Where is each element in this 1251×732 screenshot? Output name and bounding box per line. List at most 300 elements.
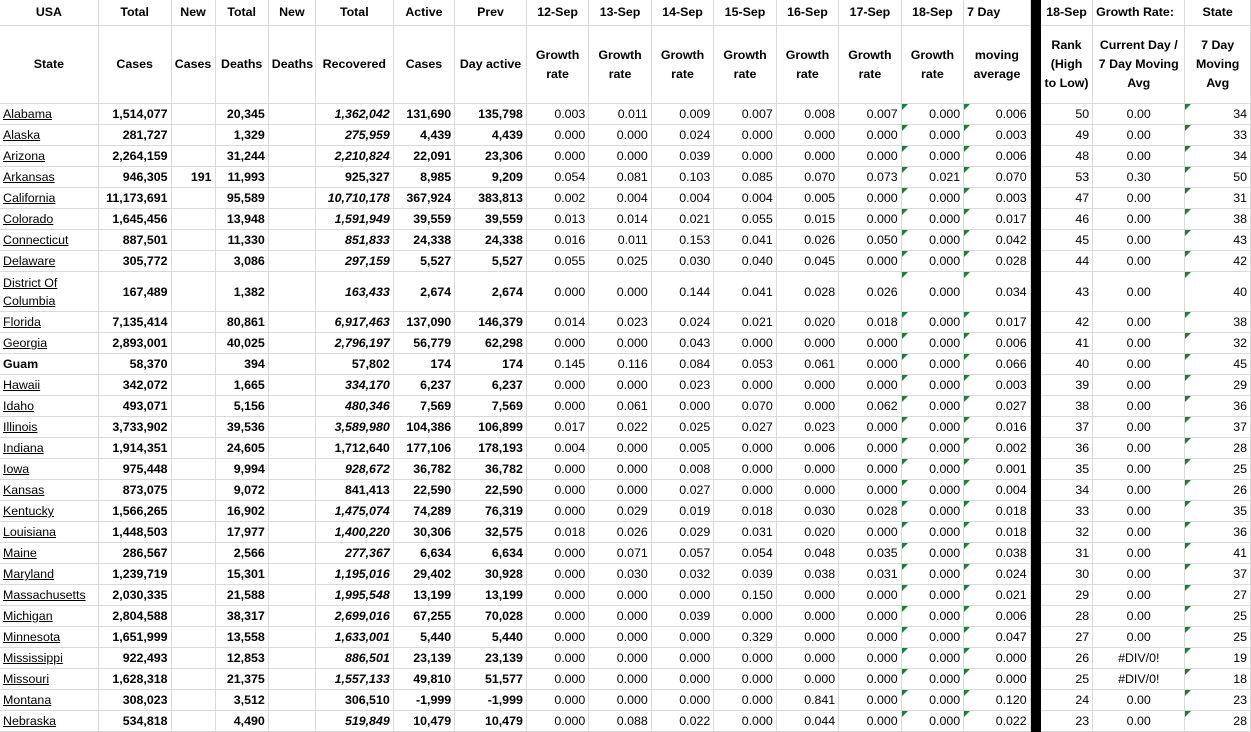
- recovered-cell[interactable]: 1,400,220: [315, 522, 393, 543]
- growth-rate-cell[interactable]: 0.018: [839, 312, 901, 333]
- growth-rate-cell[interactable]: 0.018: [526, 522, 588, 543]
- new-deaths-cell[interactable]: [268, 543, 315, 564]
- prev-day-active-cell[interactable]: 36,782: [455, 459, 527, 480]
- state-cell[interactable]: [0, 501, 98, 522]
- growth-rate-cell[interactable]: 0.057: [651, 543, 713, 564]
- moving-average-cell[interactable]: 0.027: [964, 396, 1031, 417]
- growth-rate-cell[interactable]: 0.000: [776, 125, 838, 146]
- header-cell[interactable]: Recovered: [315, 26, 393, 104]
- seven-day-avg-cell[interactable]: 41: [1185, 543, 1251, 564]
- rank-cell[interactable]: 35: [1040, 459, 1092, 480]
- growth-rate-cell[interactable]: 0.030: [589, 564, 651, 585]
- state-link[interactable]: Mississippi: [3, 651, 63, 665]
- growth-rate-cell[interactable]: 0.000: [526, 543, 588, 564]
- total-deaths-cell[interactable]: 9,994: [215, 459, 268, 480]
- moving-average-cell[interactable]: 0.120: [964, 690, 1031, 711]
- total-cases-cell[interactable]: 286,567: [98, 543, 171, 564]
- header-cell[interactable]: Cases: [171, 26, 215, 104]
- state-link[interactable]: Idaho: [3, 399, 35, 413]
- header-cell[interactable]: 16-Sep: [776, 0, 838, 26]
- growth-rate-cell[interactable]: 0.000: [526, 627, 588, 648]
- growth-rate-cell[interactable]: 0.000: [839, 522, 901, 543]
- growth-rate-cell[interactable]: 0.041: [714, 230, 776, 251]
- header-cell[interactable]: 17-Sep: [839, 0, 901, 26]
- growth-rate-cell[interactable]: 0.000: [526, 396, 588, 417]
- header-cell[interactable]: Deaths: [215, 26, 268, 104]
- moving-average-cell[interactable]: 0.042: [964, 230, 1031, 251]
- growth-rate-cell[interactable]: 0.000: [901, 543, 963, 564]
- recovered-cell[interactable]: 1,195,016: [315, 564, 393, 585]
- new-cases-cell[interactable]: [171, 375, 215, 396]
- ratio-cell[interactable]: 0.00: [1093, 501, 1185, 522]
- state-link[interactable]: Illinois: [3, 420, 38, 434]
- ratio-cell[interactable]: 0.00: [1093, 522, 1185, 543]
- total-deaths-cell[interactable]: 13,948: [215, 209, 268, 230]
- prev-day-active-cell[interactable]: 9,209: [455, 167, 527, 188]
- growth-rate-cell[interactable]: 0.000: [589, 606, 651, 627]
- state-link[interactable]: Louisiana: [3, 525, 57, 539]
- prev-day-active-cell[interactable]: 23,139: [455, 648, 527, 669]
- new-cases-cell[interactable]: [171, 104, 215, 125]
- growth-rate-cell[interactable]: 0.000: [589, 585, 651, 606]
- seven-day-avg-cell[interactable]: 43: [1185, 230, 1251, 251]
- seven-day-avg-cell[interactable]: 37: [1185, 417, 1251, 438]
- prev-day-active-cell[interactable]: 4,439: [455, 125, 527, 146]
- growth-rate-cell[interactable]: 0.000: [714, 648, 776, 669]
- growth-rate-cell[interactable]: 0.019: [651, 501, 713, 522]
- moving-average-cell[interactable]: 0.000: [964, 648, 1031, 669]
- new-deaths-cell[interactable]: [268, 354, 315, 375]
- new-cases-cell[interactable]: [171, 333, 215, 354]
- state-cell[interactable]: [0, 459, 98, 480]
- prev-day-active-cell[interactable]: 2,674: [455, 272, 527, 312]
- growth-rate-cell[interactable]: 0.023: [651, 375, 713, 396]
- ratio-cell[interactable]: 0.00: [1093, 272, 1185, 312]
- rank-cell[interactable]: 38: [1040, 396, 1092, 417]
- active-cases-cell[interactable]: 56,779: [393, 333, 454, 354]
- moving-average-cell[interactable]: 0.038: [964, 543, 1031, 564]
- new-cases-cell[interactable]: [171, 501, 215, 522]
- growth-rate-cell[interactable]: 0.000: [526, 375, 588, 396]
- total-deaths-cell[interactable]: 31,244: [215, 146, 268, 167]
- active-cases-cell[interactable]: 367,924: [393, 188, 454, 209]
- ratio-cell[interactable]: 0.00: [1093, 333, 1185, 354]
- total-deaths-cell[interactable]: 95,589: [215, 188, 268, 209]
- new-cases-cell[interactable]: [171, 648, 215, 669]
- recovered-cell[interactable]: 1,633,001: [315, 627, 393, 648]
- active-cases-cell[interactable]: 29,402: [393, 564, 454, 585]
- state-cell[interactable]: [0, 188, 98, 209]
- recovered-cell[interactable]: 1,557,133: [315, 669, 393, 690]
- growth-rate-cell[interactable]: 0.000: [901, 188, 963, 209]
- header-cell[interactable]: moving average: [964, 26, 1031, 104]
- growth-rate-cell[interactable]: 0.000: [714, 125, 776, 146]
- state-cell[interactable]: [0, 438, 98, 459]
- growth-rate-cell[interactable]: 0.000: [589, 375, 651, 396]
- recovered-cell[interactable]: 2,796,197: [315, 333, 393, 354]
- total-deaths-cell[interactable]: 16,902: [215, 501, 268, 522]
- prev-day-active-cell[interactable]: 10,479: [455, 711, 527, 732]
- prev-day-active-cell[interactable]: 146,379: [455, 312, 527, 333]
- growth-rate-cell[interactable]: 0.000: [714, 480, 776, 501]
- active-cases-cell[interactable]: 22,091: [393, 146, 454, 167]
- growth-rate-cell[interactable]: 0.055: [526, 251, 588, 272]
- seven-day-avg-cell[interactable]: 23: [1185, 690, 1251, 711]
- state-link[interactable]: Minnesota: [3, 630, 61, 644]
- growth-rate-cell[interactable]: 0.050: [839, 230, 901, 251]
- recovered-cell[interactable]: 519,849: [315, 711, 393, 732]
- rank-cell[interactable]: 28: [1040, 606, 1092, 627]
- growth-rate-cell[interactable]: 0.000: [901, 522, 963, 543]
- rank-cell[interactable]: 26: [1040, 648, 1092, 669]
- seven-day-avg-cell[interactable]: 50: [1185, 167, 1251, 188]
- seven-day-avg-cell[interactable]: 40: [1185, 272, 1251, 312]
- new-deaths-cell[interactable]: [268, 522, 315, 543]
- growth-rate-cell[interactable]: 0.011: [589, 104, 651, 125]
- total-cases-cell[interactable]: 342,072: [98, 375, 171, 396]
- active-cases-cell[interactable]: 24,338: [393, 230, 454, 251]
- ratio-cell[interactable]: #DIV/0!: [1093, 669, 1185, 690]
- recovered-cell[interactable]: 10,710,178: [315, 188, 393, 209]
- state-link[interactable]: Maryland: [3, 567, 54, 581]
- growth-rate-cell[interactable]: 0.005: [651, 438, 713, 459]
- recovered-cell[interactable]: 3,589,980: [315, 417, 393, 438]
- total-deaths-cell[interactable]: 1,382: [215, 272, 268, 312]
- ratio-cell[interactable]: 0.00: [1093, 480, 1185, 501]
- state-cell[interactable]: [0, 417, 98, 438]
- rank-cell[interactable]: 36: [1040, 438, 1092, 459]
- growth-rate-cell[interactable]: 0.043: [651, 333, 713, 354]
- growth-rate-cell[interactable]: 0.004: [651, 188, 713, 209]
- new-cases-cell[interactable]: [171, 627, 215, 648]
- new-cases-cell[interactable]: 191: [171, 167, 215, 188]
- recovered-cell[interactable]: 1,475,074: [315, 501, 393, 522]
- header-cell[interactable]: Current Day / 7 Day Moving Avg: [1093, 26, 1185, 104]
- growth-rate-cell[interactable]: 0.008: [776, 104, 838, 125]
- growth-rate-cell[interactable]: 0.030: [776, 501, 838, 522]
- growth-rate-cell[interactable]: 0.000: [839, 354, 901, 375]
- growth-rate-cell[interactable]: 0.035: [839, 543, 901, 564]
- growth-rate-cell[interactable]: 0.071: [589, 543, 651, 564]
- active-cases-cell[interactable]: 4,439: [393, 125, 454, 146]
- growth-rate-cell[interactable]: 0.000: [714, 711, 776, 732]
- recovered-cell[interactable]: 841,413: [315, 480, 393, 501]
- header-cell[interactable]: Day active: [455, 26, 527, 104]
- new-cases-cell[interactable]: [171, 669, 215, 690]
- new-deaths-cell[interactable]: [268, 690, 315, 711]
- new-deaths-cell[interactable]: [268, 272, 315, 312]
- seven-day-avg-cell[interactable]: 31: [1185, 188, 1251, 209]
- seven-day-avg-cell[interactable]: 38: [1185, 312, 1251, 333]
- growth-rate-cell[interactable]: 0.039: [651, 606, 713, 627]
- state-cell[interactable]: [0, 585, 98, 606]
- rank-cell[interactable]: 31: [1040, 543, 1092, 564]
- growth-rate-cell[interactable]: 0.000: [589, 480, 651, 501]
- active-cases-cell[interactable]: 30,306: [393, 522, 454, 543]
- state-link[interactable]: Indiana: [3, 441, 44, 455]
- moving-average-cell[interactable]: 0.070: [964, 167, 1031, 188]
- prev-day-active-cell[interactable]: 5,440: [455, 627, 527, 648]
- growth-rate-cell[interactable]: 0.027: [651, 480, 713, 501]
- growth-rate-cell[interactable]: 0.000: [901, 606, 963, 627]
- rank-cell[interactable]: 41: [1040, 333, 1092, 354]
- growth-rate-cell[interactable]: 0.000: [839, 375, 901, 396]
- ratio-cell[interactable]: 0.00: [1093, 209, 1185, 230]
- growth-rate-cell[interactable]: 0.000: [839, 209, 901, 230]
- seven-day-avg-cell[interactable]: 36: [1185, 396, 1251, 417]
- active-cases-cell[interactable]: 137,090: [393, 312, 454, 333]
- header-cell[interactable]: Deaths: [268, 26, 315, 104]
- ratio-cell[interactable]: 0.00: [1093, 375, 1185, 396]
- total-deaths-cell[interactable]: 2,566: [215, 543, 268, 564]
- growth-rate-cell[interactable]: 0.000: [901, 669, 963, 690]
- growth-rate-cell[interactable]: 0.000: [901, 585, 963, 606]
- growth-rate-cell[interactable]: 0.000: [901, 459, 963, 480]
- growth-rate-cell[interactable]: 0.000: [901, 396, 963, 417]
- growth-rate-cell[interactable]: 0.011: [589, 230, 651, 251]
- state-link[interactable]: Massachusetts: [3, 588, 86, 602]
- growth-rate-cell[interactable]: 0.000: [901, 209, 963, 230]
- growth-rate-cell[interactable]: 0.025: [651, 417, 713, 438]
- growth-rate-cell[interactable]: 0.000: [901, 417, 963, 438]
- total-deaths-cell[interactable]: 21,375: [215, 669, 268, 690]
- header-cell[interactable]: 7 Day Moving Avg: [1185, 26, 1251, 104]
- seven-day-avg-cell[interactable]: 45: [1185, 354, 1251, 375]
- total-deaths-cell[interactable]: 11,330: [215, 230, 268, 251]
- growth-rate-cell[interactable]: 0.025: [589, 251, 651, 272]
- growth-rate-cell[interactable]: 0.013: [526, 209, 588, 230]
- recovered-cell[interactable]: 925,327: [315, 167, 393, 188]
- total-cases-cell[interactable]: 2,030,335: [98, 585, 171, 606]
- growth-rate-cell[interactable]: 0.070: [714, 396, 776, 417]
- growth-rate-cell[interactable]: 0.000: [526, 711, 588, 732]
- header-cell[interactable]: Cases: [393, 26, 454, 104]
- growth-rate-cell[interactable]: 0.000: [839, 648, 901, 669]
- growth-rate-cell[interactable]: 0.000: [589, 125, 651, 146]
- total-cases-cell[interactable]: 7,135,414: [98, 312, 171, 333]
- new-deaths-cell[interactable]: [268, 125, 315, 146]
- total-deaths-cell[interactable]: 11,993: [215, 167, 268, 188]
- seven-day-avg-cell[interactable]: 19: [1185, 648, 1251, 669]
- new-cases-cell[interactable]: [171, 438, 215, 459]
- moving-average-cell[interactable]: 0.001: [964, 459, 1031, 480]
- growth-rate-cell[interactable]: 0.000: [901, 104, 963, 125]
- growth-rate-cell[interactable]: 0.000: [901, 627, 963, 648]
- new-cases-cell[interactable]: [171, 585, 215, 606]
- ratio-cell[interactable]: 0.00: [1093, 585, 1185, 606]
- recovered-cell[interactable]: 334,170: [315, 375, 393, 396]
- total-deaths-cell[interactable]: 40,025: [215, 333, 268, 354]
- growth-rate-cell[interactable]: 0.088: [589, 711, 651, 732]
- recovered-cell[interactable]: 6,917,463: [315, 312, 393, 333]
- recovered-cell[interactable]: 297,159: [315, 251, 393, 272]
- total-deaths-cell[interactable]: 20,345: [215, 104, 268, 125]
- growth-rate-cell[interactable]: 0.054: [526, 167, 588, 188]
- header-cell[interactable]: New: [268, 0, 315, 26]
- growth-rate-cell[interactable]: 0.000: [839, 333, 901, 354]
- growth-rate-cell[interactable]: 0.153: [651, 230, 713, 251]
- total-cases-cell[interactable]: 3,733,902: [98, 417, 171, 438]
- active-cases-cell[interactable]: -1,999: [393, 690, 454, 711]
- state-cell[interactable]: [0, 104, 98, 125]
- growth-rate-cell[interactable]: 0.073: [839, 167, 901, 188]
- state-cell[interactable]: [0, 543, 98, 564]
- growth-rate-cell[interactable]: 0.003: [526, 104, 588, 125]
- state-cell[interactable]: [0, 125, 98, 146]
- header-cell[interactable]: Growth rate: [651, 26, 713, 104]
- state-cell[interactable]: [0, 375, 98, 396]
- growth-rate-cell[interactable]: 0.027: [714, 417, 776, 438]
- growth-rate-cell[interactable]: 0.022: [651, 711, 713, 732]
- moving-average-cell[interactable]: 0.006: [964, 104, 1031, 125]
- growth-rate-cell[interactable]: 0.000: [839, 417, 901, 438]
- recovered-cell[interactable]: 2,699,016: [315, 606, 393, 627]
- moving-average-cell[interactable]: 0.006: [964, 606, 1031, 627]
- state-cell[interactable]: [0, 627, 98, 648]
- ratio-cell[interactable]: 0.00: [1093, 690, 1185, 711]
- moving-average-cell[interactable]: 0.002: [964, 438, 1031, 459]
- new-deaths-cell[interactable]: [268, 417, 315, 438]
- new-deaths-cell[interactable]: [268, 312, 315, 333]
- moving-average-cell[interactable]: 0.006: [964, 333, 1031, 354]
- recovered-cell[interactable]: 163,433: [315, 272, 393, 312]
- rank-cell[interactable]: 33: [1040, 501, 1092, 522]
- growth-rate-cell[interactable]: 0.000: [839, 669, 901, 690]
- growth-rate-cell[interactable]: 0.054: [714, 543, 776, 564]
- growth-rate-cell[interactable]: 0.007: [714, 104, 776, 125]
- header-cell[interactable]: Growth rate: [901, 26, 963, 104]
- seven-day-avg-cell[interactable]: 34: [1185, 104, 1251, 125]
- recovered-cell[interactable]: 306,510: [315, 690, 393, 711]
- total-deaths-cell[interactable]: 394: [215, 354, 268, 375]
- state-link[interactable]: Nebraska: [3, 714, 57, 728]
- growth-rate-cell[interactable]: 0.038: [776, 564, 838, 585]
- new-cases-cell[interactable]: [171, 396, 215, 417]
- header-cell[interactable]: New: [171, 0, 215, 26]
- rank-cell[interactable]: 24: [1040, 690, 1092, 711]
- moving-average-cell[interactable]: 0.018: [964, 501, 1031, 522]
- active-cases-cell[interactable]: 8,985: [393, 167, 454, 188]
- total-cases-cell[interactable]: 873,075: [98, 480, 171, 501]
- total-cases-cell[interactable]: 305,772: [98, 251, 171, 272]
- rank-cell[interactable]: 23: [1040, 711, 1092, 732]
- growth-rate-cell[interactable]: 0.000: [839, 480, 901, 501]
- growth-rate-cell[interactable]: 0.000: [901, 648, 963, 669]
- state-link[interactable]: Guam: [3, 357, 39, 371]
- total-cases-cell[interactable]: 534,818: [98, 711, 171, 732]
- ratio-cell[interactable]: 0.00: [1093, 543, 1185, 564]
- new-deaths-cell[interactable]: [268, 564, 315, 585]
- seven-day-avg-cell[interactable]: 37: [1185, 564, 1251, 585]
- total-cases-cell[interactable]: 887,501: [98, 230, 171, 251]
- total-deaths-cell[interactable]: 1,329: [215, 125, 268, 146]
- header-cell[interactable]: 18-Sep: [1040, 0, 1092, 26]
- moving-average-cell[interactable]: 0.017: [964, 312, 1031, 333]
- growth-rate-cell[interactable]: 0.000: [651, 648, 713, 669]
- growth-rate-cell[interactable]: 0.028: [776, 272, 838, 312]
- recovered-cell[interactable]: 1,712,640: [315, 438, 393, 459]
- growth-rate-cell[interactable]: 0.020: [776, 312, 838, 333]
- growth-rate-cell[interactable]: 0.000: [776, 375, 838, 396]
- total-deaths-cell[interactable]: 21,588: [215, 585, 268, 606]
- active-cases-cell[interactable]: 39,559: [393, 209, 454, 230]
- new-deaths-cell[interactable]: [268, 459, 315, 480]
- new-cases-cell[interactable]: [171, 125, 215, 146]
- growth-rate-cell[interactable]: 0.032: [651, 564, 713, 585]
- growth-rate-cell[interactable]: 0.008: [651, 459, 713, 480]
- prev-day-active-cell[interactable]: 76,319: [455, 501, 527, 522]
- header-cell[interactable]: Growth rate: [526, 26, 588, 104]
- recovered-cell[interactable]: 928,672: [315, 459, 393, 480]
- total-cases-cell[interactable]: 1,645,456: [98, 209, 171, 230]
- state-link[interactable]: Kansas: [3, 483, 45, 497]
- growth-rate-cell[interactable]: 0.000: [839, 459, 901, 480]
- state-link[interactable]: Connecticut: [3, 233, 69, 247]
- new-cases-cell[interactable]: [171, 354, 215, 375]
- new-cases-cell[interactable]: [171, 251, 215, 272]
- state-link[interactable]: Alabama: [3, 107, 52, 121]
- active-cases-cell[interactable]: 22,590: [393, 480, 454, 501]
- growth-rate-cell[interactable]: 0.150: [714, 585, 776, 606]
- growth-rate-cell[interactable]: 0.000: [526, 585, 588, 606]
- growth-rate-cell[interactable]: 0.000: [589, 648, 651, 669]
- growth-rate-cell[interactable]: 0.017: [526, 417, 588, 438]
- header-cell[interactable]: State: [1185, 0, 1251, 26]
- growth-rate-cell[interactable]: 0.039: [651, 146, 713, 167]
- header-cell[interactable]: Growth rate: [589, 26, 651, 104]
- total-deaths-cell[interactable]: 39,536: [215, 417, 268, 438]
- header-cell[interactable]: Total: [315, 0, 393, 26]
- growth-rate-cell[interactable]: 0.000: [901, 125, 963, 146]
- total-deaths-cell[interactable]: 3,512: [215, 690, 268, 711]
- active-cases-cell[interactable]: 104,386: [393, 417, 454, 438]
- growth-rate-cell[interactable]: 0.000: [714, 438, 776, 459]
- growth-rate-cell[interactable]: 0.006: [776, 438, 838, 459]
- growth-rate-cell[interactable]: 0.005: [776, 188, 838, 209]
- ratio-cell[interactable]: 0.00: [1093, 711, 1185, 732]
- state-cell[interactable]: [0, 167, 98, 188]
- new-deaths-cell[interactable]: [268, 669, 315, 690]
- growth-rate-cell[interactable]: 0.000: [526, 272, 588, 312]
- prev-day-active-cell[interactable]: 24,338: [455, 230, 527, 251]
- growth-rate-cell[interactable]: 0.084: [651, 354, 713, 375]
- growth-rate-cell[interactable]: 0.023: [776, 417, 838, 438]
- growth-rate-cell[interactable]: 0.000: [526, 690, 588, 711]
- new-cases-cell[interactable]: [171, 146, 215, 167]
- new-deaths-cell[interactable]: [268, 585, 315, 606]
- growth-rate-cell[interactable]: 0.841: [776, 690, 838, 711]
- prev-day-active-cell[interactable]: 30,928: [455, 564, 527, 585]
- total-deaths-cell[interactable]: 5,156: [215, 396, 268, 417]
- new-cases-cell[interactable]: [171, 188, 215, 209]
- growth-rate-cell[interactable]: 0.000: [839, 146, 901, 167]
- new-deaths-cell[interactable]: [268, 396, 315, 417]
- growth-rate-cell[interactable]: 0.000: [589, 669, 651, 690]
- growth-rate-cell[interactable]: 0.000: [714, 375, 776, 396]
- growth-rate-cell[interactable]: 0.000: [839, 690, 901, 711]
- growth-rate-cell[interactable]: 0.004: [714, 188, 776, 209]
- new-cases-cell[interactable]: [171, 230, 215, 251]
- state-link[interactable]: Florida: [3, 315, 41, 329]
- seven-day-avg-cell[interactable]: 18: [1185, 669, 1251, 690]
- state-cell[interactable]: [0, 230, 98, 251]
- state-cell[interactable]: [0, 396, 98, 417]
- growth-rate-cell[interactable]: 0.000: [901, 375, 963, 396]
- recovered-cell[interactable]: 851,833: [315, 230, 393, 251]
- ratio-cell[interactable]: 0.00: [1093, 564, 1185, 585]
- rank-cell[interactable]: 43: [1040, 272, 1092, 312]
- header-cell[interactable]: 7 Day: [964, 0, 1031, 26]
